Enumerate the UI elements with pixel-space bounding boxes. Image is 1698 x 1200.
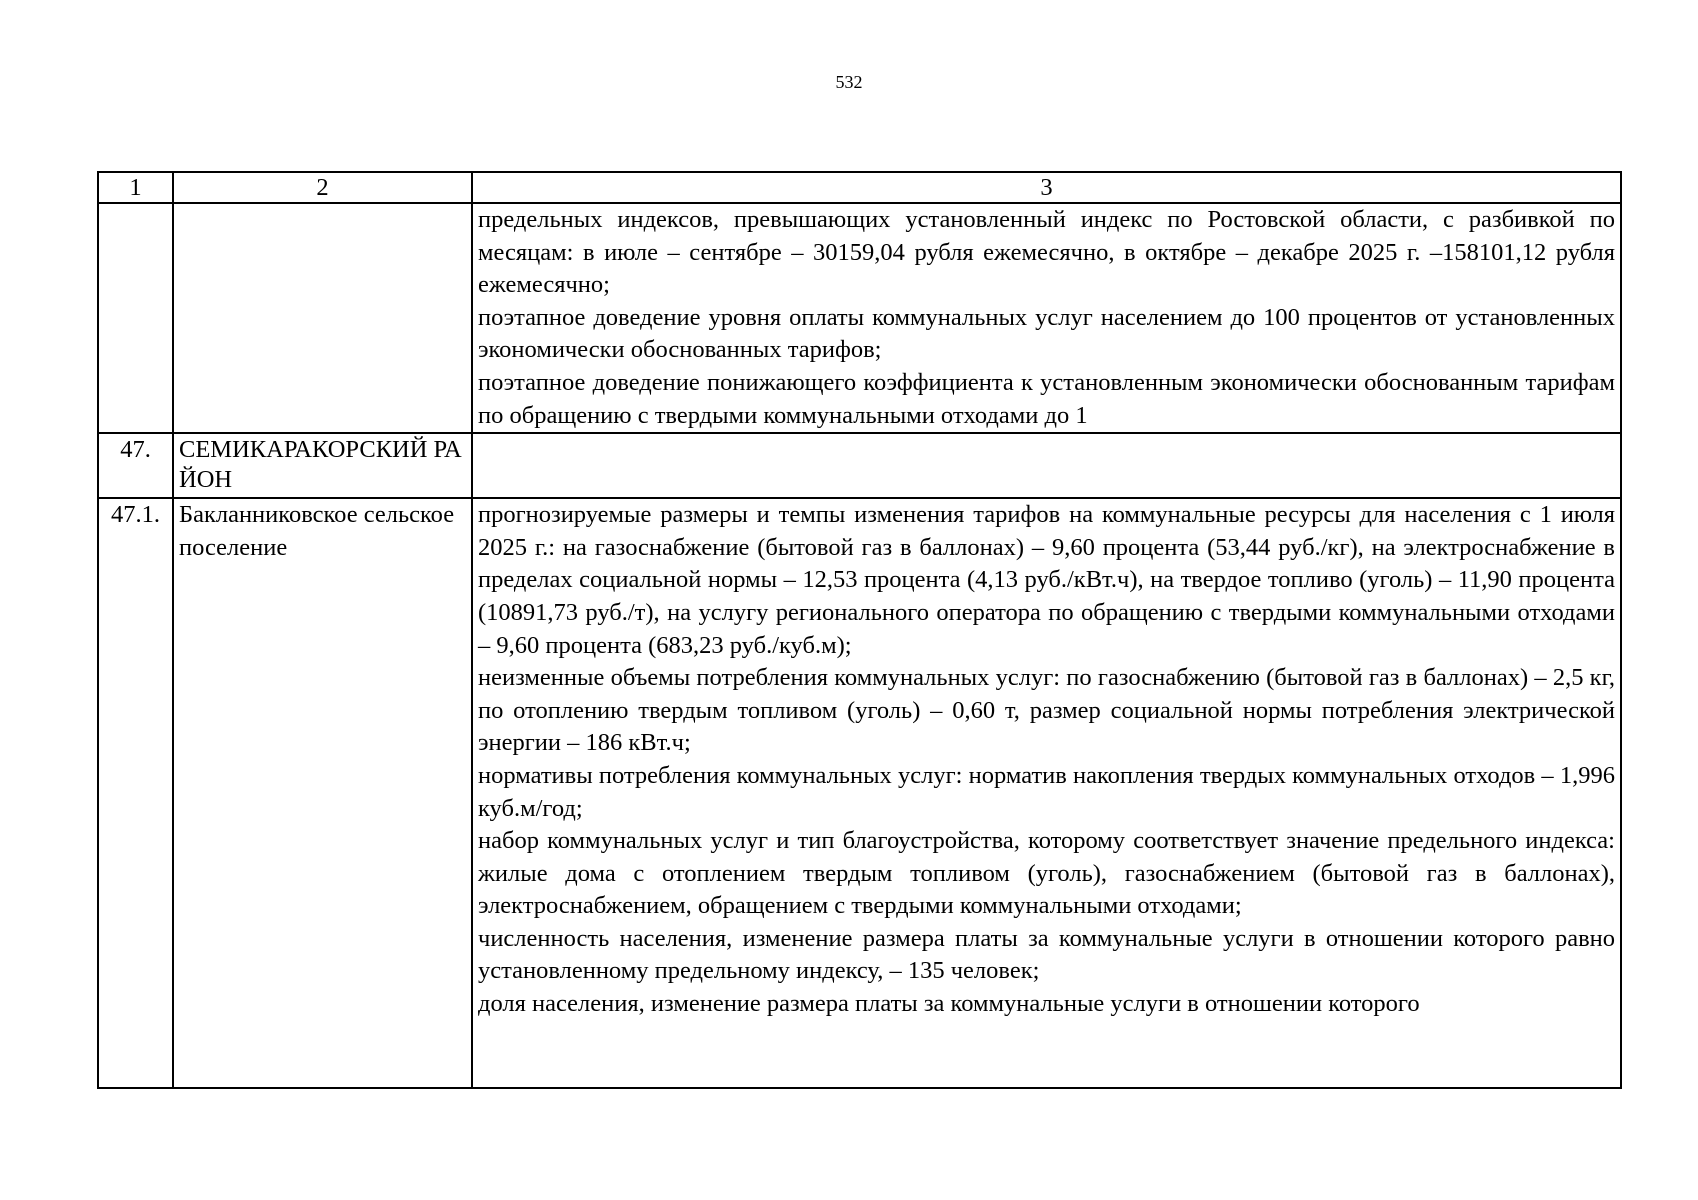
description-paragraph: поэтапное доведение понижающего коэффициента к установленным экономически обоснованным тарифам по обращению с твердыми коммунальными отходами до 1 [478, 368, 1615, 429]
table-row-district [98, 433, 1621, 498]
row-number [98, 203, 173, 433]
column-header-2: 2 [173, 172, 472, 203]
description-paragraph: набор коммунальных услуг и тип благоустройства, которому соответствует значение предельного индекса: жилые дома с отоплением твердым топливом (уголь), газоснабжением (бытовой газ в баллонах), электроснабжением, обращением с твердыми коммунальными отходами; [478, 827, 1615, 920]
table-row-continuation [98, 203, 1621, 433]
description-paragraph: прогнозируемые размеры и темпы изменения тарифов на коммунальные ресурсы для населения с 1 июля 2025 г.: на газоснабжение (бытовой газ в баллонах) – 9,60 процента (53,44 руб./кг), на электроснабжение в пределах социальной нормы – 12,53 процента (4,13 руб./кВт.ч), на твердое топливо (уголь) – 11,90 процента (10891,73 руб./т), на услугу регионального оператора по обращению с твердыми коммунальными отходами – 9,60 процента (683,23 руб./куб.м); [478, 501, 1615, 659]
row-number: 47.1. [98, 498, 173, 1088]
column-header-3: 3 [472, 172, 1621, 203]
row-name: Бакланниковское сельское поселение [173, 498, 472, 1088]
description-paragraph: предельных индексов, превышающих установленный индекс по Ростовской области, с разбивкой по месяцам: в июле – сентябре – 30159,04 рубля ежемесячно, в октябре – декабре 2025 г. –158101,12 рубля ежемесячно; [478, 206, 1615, 299]
description-paragraph: численность населения, изменение размера платы за коммунальные услуги в отношении которого равно установленному предельному индексу, – 135 человек; [478, 924, 1615, 985]
row-description [472, 433, 1621, 498]
description-paragraph: нормативы потребления коммунальных услуг: норматив накопления твердых коммунальных отходов – 1,996 куб.м/год; [478, 761, 1615, 822]
row-name: СЕМИКАРАКОРСКИЙ РАЙОН [173, 433, 472, 498]
row-description [472, 203, 1621, 433]
column-header-1: 1 [98, 172, 173, 203]
description-paragraph: доля населения, изменение размера платы за коммунальные услуги в отношении которого [478, 990, 1420, 1018]
row-description [472, 498, 1621, 1088]
description-paragraph: неизменные объемы потребления коммунальных услуг: по газоснабжению (бытовой газ в баллонах) – 2,5 кг, по отоплению твердым топливом (уголь) – 0,60 т, размер социальной нормы потребления электрической энергии – 186 кВт.ч; [478, 664, 1615, 757]
row-name [173, 203, 472, 433]
row-number: 47. [98, 433, 173, 498]
description-paragraph: поэтапное доведение уровня оплаты коммунальных услуг населением до 100 процентов от установленных экономически обоснованных тарифов; [478, 303, 1615, 364]
table-header-row [98, 172, 1621, 203]
table-row-settlement [98, 498, 1621, 1088]
page-number: 532 [835, 72, 863, 92]
tariff-table [97, 171, 1622, 1089]
